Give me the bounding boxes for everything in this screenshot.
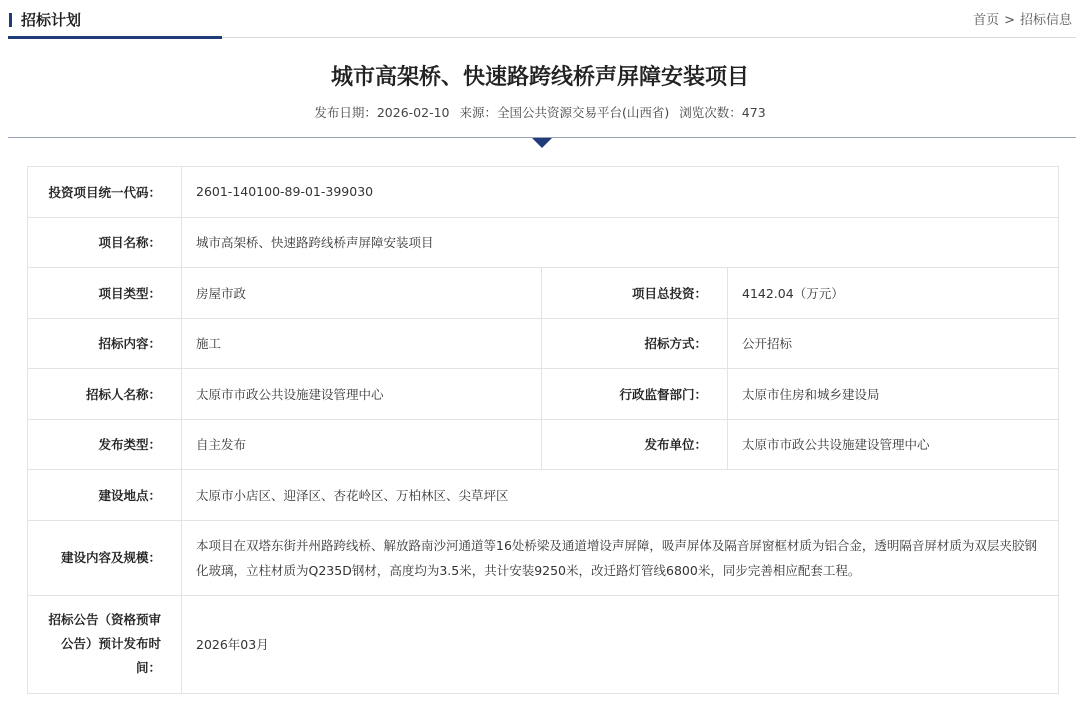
- project-name-value: 城市高架桥、快速路跨线桥声屏障安装项目: [182, 217, 1059, 268]
- breadcrumb-separator: >: [1004, 13, 1015, 28]
- bid-method-value: 公开招标: [728, 318, 1059, 369]
- total-investment-value: 4142.04（万元）: [728, 268, 1059, 319]
- bid-method-label: 招标方式：: [542, 318, 728, 369]
- table-row: [28, 167, 1059, 218]
- publish-date: 2026-02-10: [376, 105, 450, 120]
- location-value: 太原市小店区、迎泽区、杏花岭区、万柏林区、尖草坪区: [182, 470, 1059, 521]
- project-type-value: 房屋市政: [182, 268, 542, 319]
- publisher-label: 发布单位：: [542, 419, 728, 470]
- supervisor-label: 行政监督部门：: [542, 369, 728, 420]
- table-row: [28, 318, 1059, 369]
- project-info-table: [27, 166, 1059, 694]
- location-label: 建设地点：: [28, 470, 182, 521]
- publish-type-label: 发布类型：: [28, 419, 182, 470]
- publish-date-label: 发布日期：: [314, 105, 377, 120]
- scope-label: 建设内容及规模：: [28, 520, 182, 595]
- tenderer-value: 太原市市政公共设施建设管理中心: [182, 369, 542, 420]
- total-investment-label: 项目总投资：: [542, 268, 728, 319]
- publish-type-value: 自主发布: [182, 419, 542, 470]
- page-title: 城市高架桥、快速路跨线桥声屏障安装项目: [330, 65, 749, 90]
- table-row: [28, 217, 1059, 268]
- view-count: 473: [741, 105, 766, 120]
- bid-content-value: 施工: [182, 318, 542, 369]
- section-marker: [9, 13, 12, 27]
- publisher-value: 太原市市政公共设施建设管理中心: [728, 419, 1059, 470]
- table-row: [28, 520, 1059, 595]
- breadcrumb: [973, 12, 1072, 30]
- project-name-label: 项目名称：: [28, 217, 182, 268]
- table-row: [28, 595, 1059, 693]
- bid-content-label: 招标内容：: [28, 318, 182, 369]
- top-bar: [8, 0, 1076, 40]
- table-row: [28, 268, 1059, 319]
- tenderer-label: 招标人名称：: [28, 369, 182, 420]
- announcement-time-label: 招标公告（资格预审公告）预计发布时间：: [28, 595, 182, 693]
- project-code-value: 2601-140100-89-01-399030: [182, 167, 1059, 218]
- section-title: 招标计划: [21, 11, 82, 29]
- breadcrumb-home-link[interactable]: 首页: [973, 13, 1000, 28]
- divider-arrow-icon: [532, 138, 552, 148]
- top-bar-accent-underline: [8, 36, 222, 39]
- source-value: 全国公共资源交易平台(山西省): [497, 105, 670, 120]
- scope-value: 本项目在双塔东街并州路跨线桥、解放路南沙河通道等16处桥梁及通道增设声屏障，吸声屏体及隔音屏窗框材质为铝合金，透明隔音屏材质为双层夹胶钢化玻璃，立柱材质为Q235D钢材，高度均为3.5米，共计安装9250米，改迁路灯管线6800米，同步完善相应配套工程。: [182, 520, 1059, 595]
- table-row: [28, 369, 1059, 420]
- supervisor-value: 太原市住房和城乡建设局: [728, 369, 1059, 420]
- breadcrumb-current-link[interactable]: 招标信息: [1019, 13, 1072, 28]
- view-count-label: 浏览次数：: [679, 105, 742, 120]
- project-code-label: 投资项目统一代码：: [28, 167, 182, 218]
- table-row: [28, 470, 1059, 521]
- source-label: 来源：: [459, 105, 498, 120]
- announcement-time-value: 2026年03月: [182, 595, 1059, 693]
- table-row: [28, 419, 1059, 470]
- project-type-label: 项目类型：: [28, 268, 182, 319]
- article-meta: [0, 104, 1080, 122]
